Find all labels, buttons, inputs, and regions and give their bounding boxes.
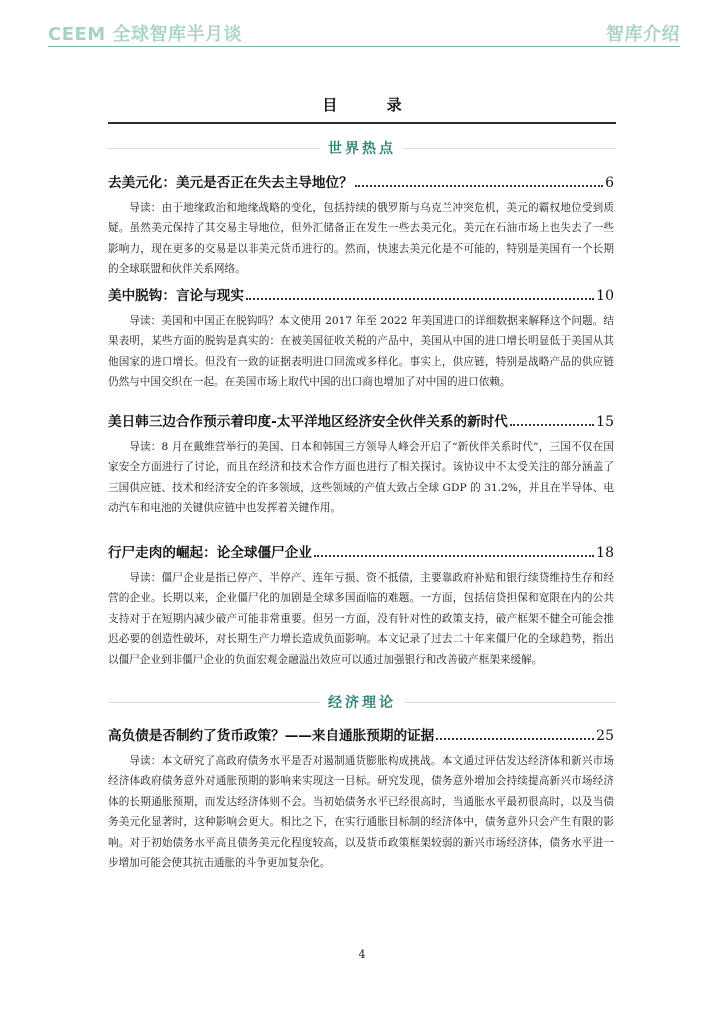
header-publication-title: CEEM 全球智库半月谈 (48, 24, 242, 45)
toc-leader-dots (355, 185, 603, 187)
toc-entry[interactable] (108, 284, 614, 393)
toc-entry-title[interactable]: 美日韩三边合作预示着印度-太平洋地区经济安全伙伴关系的新时代 (108, 414, 508, 430)
toc-leader-dots (314, 555, 594, 557)
toc-leader-dots (436, 738, 594, 740)
toc-entry[interactable] (108, 541, 614, 670)
page-number: 4 (358, 948, 366, 961)
toc-entry[interactable] (108, 410, 614, 519)
toc-leader-dots (246, 298, 594, 300)
toc-entry-summary: 导读：本文研究了高政府债务水平是否对遏制通货膨胀构成挑战。本文通过评估发达经济体和新兴市场经济体政府债务意外对通胀预期的影响来实现这一目标。研究发现，债务意外增加会持续提高新兴市场经济体的长期通胀预期，而发达经济体则不会。当初始债务水平已经很高时，当通胀水平最初很高时，以及当债务美元化显著时，这种影响会更大。相比之下，在实行通胀目标制的经济体中，债务意外只会产生有限的影响。对于初始债务水平高且债务美元化程度较高，以及货币政策框架较弱的新兴市场经济体，债务水平进一步增加可能会使其抗击通胀的斗争更加复杂化。 (108, 755, 614, 870)
toc-title-rule (108, 122, 616, 124)
toc-entry-title[interactable]: 美中脱钩：言论与现实 (108, 288, 244, 304)
toc-entry-title[interactable]: 去美元化：美元是否正在失去主导地位？ (108, 175, 353, 191)
section-heading-label: 世界热点 (320, 141, 404, 157)
toc-entry-summary: 导读：由于地缘政治和地缘战略的变化，包括持续的俄罗斯与乌克兰冲突危机，美元的霸权地位受到质疑。虽然美元保持了其交易主导地位，但外汇储备正在发生一些去美元化。美元在石油市场上也失去了一些影响力，现在更多的交易是以非美元货币进行的。然而，快速去美元化是不可能的，特别是美国有一个长期的全球联盟和伙伴关系网络。 (108, 202, 614, 276)
toc-entry-heading[interactable] (108, 410, 614, 430)
toc-entry-page[interactable]: 18 (596, 545, 614, 561)
toc-entry-heading[interactable] (108, 541, 614, 561)
toc-leader-dots (510, 424, 594, 426)
section-heading-world-hotspots (0, 138, 724, 158)
toc-entry[interactable] (108, 724, 614, 873)
header-section-label: 智库介绍 (606, 24, 680, 45)
toc-entry-summary: 导读：僵尸企业是指已停产、半停产、连年亏损、资不抵债，主要靠政府补贴和银行续贷维持生存和经营的企业。长期以来，企业僵尸化的加剧是全球多国面临的难题。一方面，包括信贷担保和宽限在内的公共支持对于在短期内减少破产可能非常重要。但另一方面，没有针对性的政策支持，破产框架不健全可能会推迟必要的创造性破坏，对长期生产力增长造成负面影响。本文记录了过去二十年来僵尸化的全球趋势，指出以僵尸企业到非僵尸企业的负面宏观金融溢出效应可以通过加强银行和改善破产框架来缓解。 (108, 572, 614, 666)
toc-entry-title[interactable]: 行尸走肉的崛起：论全球僵尸企业 (108, 545, 312, 561)
toc-entry-summary: 导读：8 月在戴维营举行的美国、日本和韩国三方领导人峰会开启了“新伙伴关系时代”，三国不仅在国家安全方面进行了讨论，而且在经济和技术合作方面也进行了相关探讨。该协议中不太受关注的部分涵盖了三国供应链、技术和经济安全的许多领域，这些领域的产值大致占全球 GDP 的 31.2%，并且在半导体、电动汽车和电池的关键供应链中也发挥着关键作用。 (108, 441, 614, 515)
toc-entry-page[interactable]: 6 (605, 175, 614, 191)
toc-entry-summary: 导读：美国和中国正在脱钩吗？本文使用 2017 年至 2022 年美国进口的详细数据来解释这个问题。结果表明，某些方面的脱钩是真实的：在被美国征收关税的产品中，美国从中国的进口增长明显低于美国从其他国家的进口增长。但没有一致的证据表明进口回流或多样化。事实上，供应链，特别是战略产品的供应链仍然与中国交织在一起。在美国市场上取代中国的出口商也增加了对中国的进口依赖。 (108, 315, 614, 389)
section-heading-economic-theory (0, 692, 724, 712)
toc-entry-heading[interactable] (108, 284, 614, 304)
toc-entry-heading[interactable] (108, 724, 614, 744)
toc-entry-page[interactable]: 10 (596, 288, 614, 304)
toc-entry-page[interactable]: 25 (596, 728, 614, 744)
toc-entry-page[interactable]: 15 (596, 414, 614, 430)
toc-entry-heading[interactable] (108, 171, 614, 191)
section-heading-label: 经济理论 (320, 695, 404, 711)
toc-title: 目 录 (322, 96, 424, 114)
toc-entry-title[interactable]: 高负债是否制约了货币政策？——来自通胀预期的证据 (108, 728, 435, 744)
page-header (48, 16, 680, 47)
toc-entry[interactable] (108, 171, 614, 280)
